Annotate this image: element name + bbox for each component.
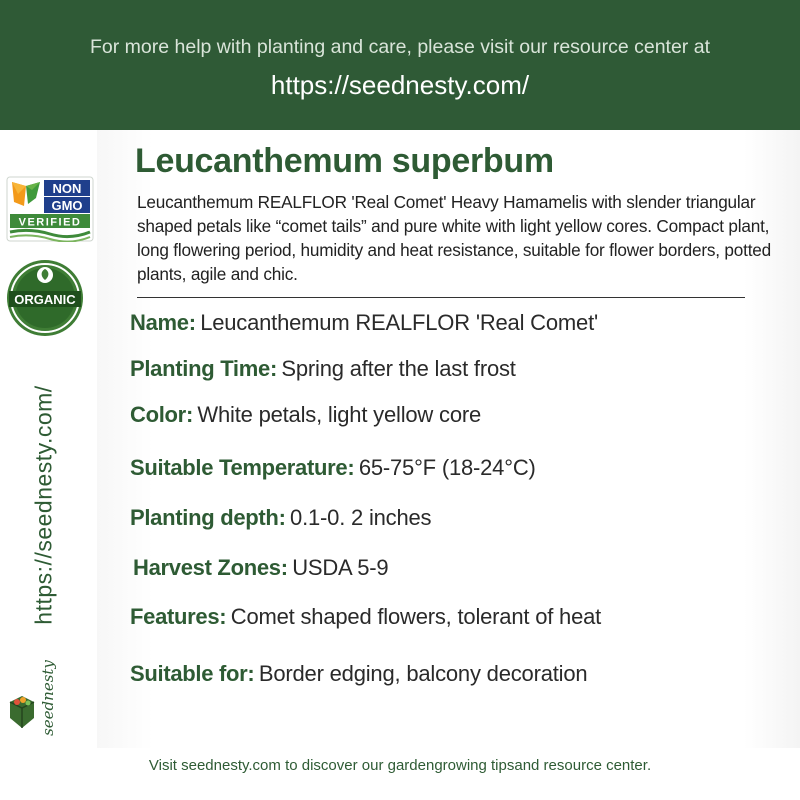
spec-row-name <box>130 310 598 336</box>
nongmo-non-text: NON <box>52 181 82 196</box>
product-title: Leucanthemum superbum <box>135 142 554 180</box>
organic-badge <box>5 258 85 338</box>
leaf-icon <box>37 267 53 283</box>
banner-url-link[interactable]: https://seednesty.com/ <box>270 70 530 100</box>
nongmo-verified-text: VERIFIED <box>18 216 82 229</box>
spec-row-harvest-zones <box>133 555 388 581</box>
sidebar-url-text[interactable]: https://seednesty.com/ <box>30 385 57 625</box>
spec-label: Planting Time: <box>130 356 277 381</box>
spec-value: Comet shaped flowers, tolerant of heat <box>230 604 602 629</box>
spec-label: Harvest Zones: <box>133 555 288 580</box>
spec-row-suitable-for <box>130 661 587 687</box>
spec-value: Border edging, balcony decoration <box>258 661 588 686</box>
spec-label: Suitable Temperature: <box>130 455 355 480</box>
product-description: Leucanthemum REALFLOR 'Real Comet' Heavy Hamamelis with slender triangular shaped petals like “comet tails” and pure white with light yellow cores. Compact plant, long flowering period, humidity and heat resistance, suitable for flower borders, potted plants, agile and chic. <box>137 192 771 284</box>
banner-help-text: For more help with planting and care, please visit our resource center at <box>90 36 710 58</box>
spec-value: 0.1-0. 2 inches <box>290 505 432 530</box>
spec-row-temperature <box>130 455 536 481</box>
spec-label: Suitable for: <box>130 661 255 686</box>
spec-label: Color: <box>130 402 193 427</box>
spec-row-color <box>130 402 481 428</box>
nongmo-gmo-text: GMO <box>51 198 83 213</box>
seednesty-logo-icon <box>8 694 36 730</box>
non-gmo-verified-badge <box>6 176 94 242</box>
spec-label: Name: <box>130 310 196 335</box>
organic-text: ORGANIC <box>14 292 76 307</box>
spec-value: White petals, light yellow core <box>197 402 482 427</box>
spec-value: USDA 5-9 <box>292 555 389 580</box>
top-banner <box>0 0 800 130</box>
spec-value: Spring after the last frost <box>281 356 516 381</box>
spec-row-planting-depth <box>130 505 431 531</box>
spec-value: 65-75°F (18-24°C) <box>358 455 536 480</box>
spec-row-features <box>130 604 601 630</box>
spec-value: Leucanthemum REALFLOR 'Real Comet' <box>200 310 598 335</box>
spec-label: Planting depth: <box>130 505 286 530</box>
footer-text: Visit seednesty.com to discover our gardengrowing tipsand resource center. <box>148 757 652 774</box>
spec-row-planting-time <box>130 356 516 382</box>
seednesty-logo-text: seednesty <box>39 660 57 736</box>
divider <box>137 297 745 298</box>
spec-label: Features: <box>130 604 227 629</box>
